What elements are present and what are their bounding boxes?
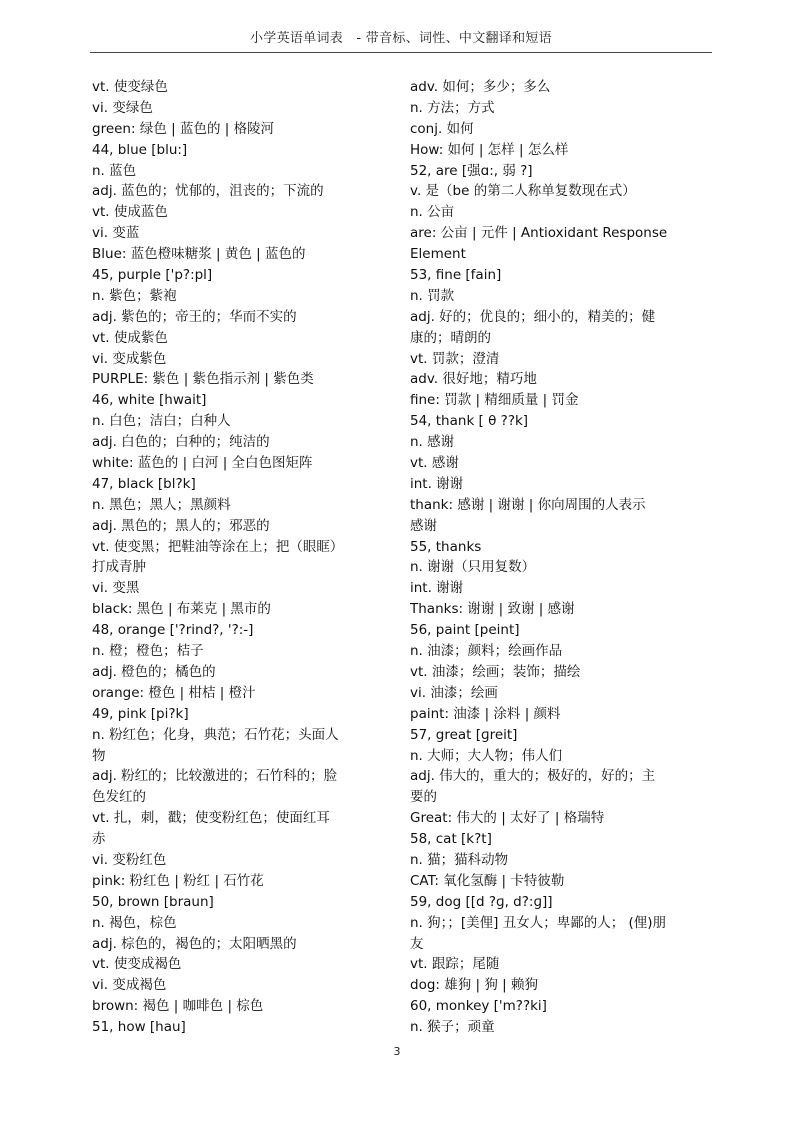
left-column-line: n. 紫色；紫袍 (92, 287, 177, 304)
right-column-line: 57, great [ɡreit] (410, 726, 518, 743)
left-column-line: vi. 变成褐色 (92, 977, 167, 994)
right-column-line: Element (410, 246, 466, 263)
right-column-line: 友 (410, 935, 424, 952)
right-column-line: fine: 罚款 | 精细质量 | 罚金 (410, 392, 579, 409)
right-column-line: n. 谢谢（只用复数） (410, 559, 536, 576)
right-column-line: n. 猫；猫科动物 (410, 851, 509, 868)
right-column-line: paint: 油漆 | 涂料 | 颜料 (410, 705, 561, 722)
right-column-line: vt. 罚款；澄清 (410, 350, 500, 367)
right-column-line: 59, dog [[d ?ɡ, d?:ɡ]] (410, 893, 553, 910)
left-column-line: n. 白色；洁白；白种人 (92, 413, 231, 430)
right-column-line: 56, paint [peint] (410, 622, 520, 639)
right-column-line: thank: 感谢 | 谢谢 | 你向周围的人表示 (410, 496, 646, 513)
right-column-line: n. 油漆；颜料；绘画作品 (410, 643, 563, 660)
right-column-line: int. 谢谢 (410, 580, 464, 597)
left-column-line: brown: 褐色 | 咖啡色 | 棕色 (92, 998, 264, 1015)
left-column-line: adj. 棕色的，褐色的；太阳晒黑的 (92, 935, 297, 952)
left-column-line: vt. 使变黑；把鞋油等涂在上；把（眼眶） (92, 538, 344, 555)
left-column-line: black: 黑色 | 布莱克 | 黑市的 (92, 601, 271, 618)
right-column-line: 53, fine [fain] (410, 267, 502, 284)
left-column-line: 打成青肿 (92, 559, 146, 576)
right-column-line: How: 如何 | 怎样 | 怎么样 (410, 141, 569, 158)
left-column (92, 77, 374, 1038)
right-column-line: vt. 油漆；绘画；装饰；描绘 (410, 663, 581, 680)
left-column-line: vt. 使变成褐色 (92, 956, 182, 973)
right-column-line: adv. 如何；多少；多么 (410, 79, 551, 95)
left-column-line: adj. 橙色的；橘色的 (92, 663, 216, 680)
left-column-line: n. 蓝色 (92, 162, 137, 179)
right-column-line: are: 公亩 | 元件 | Antioxidant Response (410, 225, 668, 242)
left-column-line: n. 黑色；黑人；黑颜料 (92, 496, 231, 513)
right-column-line: n. 猴子；顽童 (410, 1019, 495, 1036)
left-column-line: 46, white [hwait] (92, 392, 207, 409)
right-column-line: Thanks: 谢谢 | 致谢 | 感谢 (410, 601, 575, 618)
left-column-line: adj. 紫色的；帝王的；华而不实的 (92, 308, 297, 325)
right-column-line: adj. 伟大的，重大的；极好的，好的；主 (410, 768, 656, 785)
left-column-line: 50, brown [braun] (92, 893, 214, 910)
right-column-line: 55, thanks (410, 538, 482, 555)
right-column-line: n. 狗；；[美俚] 丑女人；卑鄙的人； (俚)朋 (410, 914, 667, 931)
left-column-line: adj. 粉红的；比较激进的；石竹科的；脸 (92, 768, 338, 785)
left-column-line: pink: 粉红色 | 粉红 | 石竹花 (92, 872, 264, 889)
left-column-line: 45, purple ['p?:pl] (92, 267, 213, 284)
left-column-line: 44, blue [blu:] (92, 141, 188, 158)
right-column-line: n. 大师；大人物；伟人们 (410, 747, 563, 764)
right-column-line: 康的；晴朗的 (410, 329, 491, 346)
left-column-line: adj. 黑色的；黑人的；邪恶的 (92, 517, 270, 534)
right-column-line: int. 谢谢 (410, 475, 464, 492)
right-column (410, 77, 708, 1038)
right-column-line: 要的 (410, 789, 437, 806)
left-column-line: vi. 变粉红色 (92, 851, 167, 868)
left-column-line: vt. 使成紫色 (92, 329, 168, 346)
right-column-line: adv. 很好地；精巧地 (410, 371, 537, 388)
left-column-line: vt. 使成蓝色 (92, 204, 168, 221)
left-column-line: n. 橙；橙色；桔子 (92, 643, 204, 660)
right-column-line: n. 方法；方式 (410, 99, 495, 116)
right-column-line: 58, cat [k?t] (410, 831, 492, 848)
right-column-line: vt. 感谢 (410, 455, 459, 472)
left-column-line: n. 粉红色；化身，典范；石竹花；头面人 (92, 726, 339, 743)
left-column-line: vi. 变黑 (92, 580, 140, 597)
left-column-line: white: 蓝色的 | 白河 | 全白色图矩阵 (92, 455, 313, 472)
right-column-line: Great: 伟大的 | 太好了 | 格瑞特 (410, 810, 605, 827)
right-column-line: 54, thank [ θ ??k] (410, 413, 529, 430)
left-column-line: 物 (92, 747, 106, 764)
left-column-line: 51, how [hau] (92, 1019, 186, 1036)
left-column-line: adj. 蓝色的；忧郁的，沮丧的；下流的 (92, 183, 324, 200)
right-column-line: v. 是（be 的第二人称单复数现在式） (410, 183, 636, 200)
left-column-line: vi. 变蓝 (92, 225, 140, 242)
right-column-line: n. 感谢 (410, 434, 455, 451)
left-column-line: vt. 扎，刺，戳；使变粉红色；使面红耳 (92, 810, 330, 827)
left-column-line: 色发红的 (92, 789, 146, 806)
right-column-line: n. 公亩 (410, 204, 455, 221)
left-column-line: 49, pink [pi?k] (92, 705, 189, 722)
left-column-line: orange: 橙色 | 柑桔 | 橙汁 (92, 684, 256, 701)
right-column-line: adj. 好的；优良的；细小的，精美的；健 (410, 308, 656, 325)
header-divider (90, 52, 712, 53)
left-column-line: 48, orange ['?rind?, '?:-] (92, 622, 254, 639)
left-column-line: green: 绿色 | 蓝色的 | 格陵河 (92, 120, 275, 137)
left-column-line: adj. 白色的；白种的；纯洁的 (92, 434, 270, 451)
right-column-line: 60, monkey ['m??ki] (410, 998, 547, 1015)
left-column-line: 赤 (92, 831, 106, 848)
left-column-line: vi. 变成紫色 (92, 350, 167, 367)
right-column-line: vt. 跟踪；尾随 (410, 956, 500, 973)
right-column-line: n. 罚款 (410, 287, 455, 304)
right-column-line: vi. 油漆；绘画 (410, 684, 498, 701)
left-column-line: Blue: 蓝色橙味糖浆 | 黄色 | 蓝色的 (92, 246, 306, 263)
left-column-line: 47, black [bl?k] (92, 475, 196, 492)
right-column-line: CAT: 氧化氢酶 | 卡特彼勒 (410, 872, 565, 889)
page-number: 3 (393, 1045, 401, 1058)
right-column-line: 52, are [强ɑ:, 弱 ?] (410, 162, 533, 179)
right-column-line: 感谢 (410, 517, 437, 534)
right-column-line: conj. 如何 (410, 120, 474, 137)
left-column-line: PURPLE: 紫色 | 紫色指示剂 | 紫色类 (92, 371, 314, 388)
left-column-line: vi. 变绿色 (92, 99, 153, 116)
running-header: 小学英语单词表 - 带音标、词性、中文翻译和短语 (249, 31, 553, 46)
left-column-line: n. 褐色，棕色 (92, 914, 177, 931)
right-column-line: dog: 雄狗 | 狗 | 赖狗 (410, 977, 538, 994)
left-column-line: vt. 使变绿色 (92, 79, 168, 95)
